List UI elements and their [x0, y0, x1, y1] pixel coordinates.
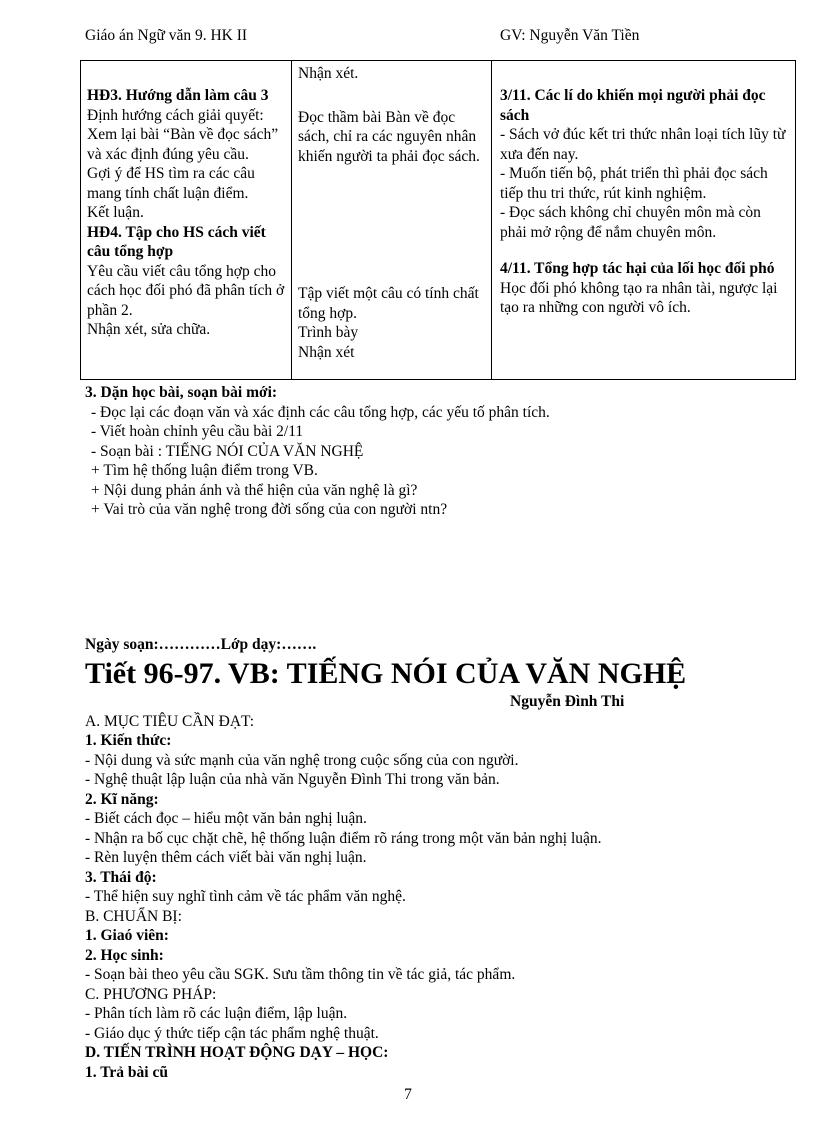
homework-item: + Vai trò của văn nghệ trong đời sống của con người ntn?	[91, 501, 448, 519]
lesson-body-line: - Nghệ thuật lập luận của nhà văn Nguyễn Đình Thi trong văn bản.	[85, 771, 500, 789]
lesson-body-line: D. TIẾN TRÌNH HOẠT ĐỘNG DẠY – HỌC:	[85, 1044, 389, 1062]
homework-items	[85, 403, 760, 520]
table-cell-paragraph: Kết luận.	[87, 204, 144, 222]
table-cell-paragraph: HĐ4. Tập cho HS cách viết câu tổng hợp	[87, 223, 266, 261]
table-cell-paragraph: - Đọc sách không chỉ chuyên môn mà còn phải mở rộng để nắm chuyên môn.	[500, 204, 761, 241]
table-cell-paragraph: Nhận xét.	[298, 65, 359, 82]
lesson-section	[85, 635, 765, 1082]
table-cell-paragraph: Đọc thầm bài Bàn về đọc sách, chỉ ra các nguyên nhân khiến người ta phải đọc sách.	[298, 108, 480, 165]
lesson-body-line: - Phân tích làm rõ các luận điểm, lập luận.	[85, 1005, 348, 1023]
table-cell-paragraph: Yêu cầu viết câu tổng hợp cho cách học đối phó đã phân tích ở phần 2.	[87, 262, 285, 319]
table-cell-paragraph: Trình bày	[298, 324, 359, 342]
lesson-body-line: C. PHƯƠNG PHÁP:	[85, 985, 217, 1003]
homework-item: - Viết hoàn chỉnh yêu cầu bài 2/11	[91, 423, 304, 441]
lesson-body-line: - Nhận ra bố cục chặt chẽ, hệ thống luận điểm rõ ráng trong một văn bản nghị luận.	[85, 829, 602, 847]
table-cell-paragraph: Định hướng cách giải quyết:	[87, 106, 264, 124]
lesson-body-line: 1. Kiến thức:	[85, 732, 172, 750]
lesson-body-line: 2. Kĩ năng:	[85, 790, 159, 808]
lesson-body-line: 1. Trả bài cũ	[85, 1063, 168, 1081]
lesson-body-line: - Biết cách đọc – hiểu một văn bản nghị luận.	[85, 810, 367, 828]
homework-title: 3. Dặn học bài, soạn bài mới:	[85, 384, 278, 401]
header-right-text: GV: Nguyễn Văn Tiền	[500, 27, 640, 44]
homework-item: - Đọc lại các đoạn văn và xác định các câu tổng hợp, các yếu tố phân tích.	[91, 403, 550, 421]
header-left-text: Giáo án Ngữ văn 9. HK II	[85, 27, 248, 44]
lesson-body-line: - Rèn luyện thêm cách viết bài văn nghị luận.	[85, 849, 367, 867]
lesson-title: Tiết 96-97. VB: TIẾNG NÓI CỦA VĂN NGHỆ	[85, 656, 687, 690]
homework-section	[85, 383, 760, 520]
lesson-plan-table	[80, 60, 796, 380]
lesson-date-line: Ngày soạn:…………Lớp dạy:…….	[85, 636, 317, 653]
table-cell-paragraph: Gợi ý để HS tìm ra các câu mang tính chất luận điểm.	[87, 165, 255, 202]
lesson-body-line: - Thể hiện suy nghĩ tình cảm về tác phẩm văn nghệ.	[85, 888, 406, 906]
lesson-body-line: 2. Học sinh:	[85, 946, 164, 964]
table-cell-paragraph: - Sách vở đúc kết tri thức nhân loại tích lũy từ xưa đến nay.	[500, 126, 786, 163]
table-cell-paragraph: Nhận xét, sửa chữa.	[87, 321, 211, 339]
page-number: 7	[404, 1086, 412, 1103]
table-cell-paragraph: Xem lại bài “Bàn về đọc sách” và xác định đúng yêu cầu.	[87, 126, 279, 163]
homework-item: + Nội dung phản ánh và thể hiện của văn nghệ là gì?	[91, 481, 418, 499]
homework-item: - Soạn bài : TIẾNG NÓI CỦA VĂN NGHỆ	[91, 442, 364, 460]
homework-item: + Tìm hệ thống luận điểm trong VB.	[91, 462, 318, 480]
table-cell-paragraph: 3/11. Các lí do khiến mọi người phải đọc sách	[500, 87, 766, 124]
lesson-body-line: 3. Thái độ:	[85, 868, 157, 886]
lesson-body	[85, 712, 765, 1083]
lesson-body-line: - Giáo dục ý thức tiếp cận tác phẩm nghệ thuật.	[85, 1024, 379, 1042]
table-cell-paragraph: Học đối phó không tạo ra nhân tài, ngược lại tạo ra những con người vô ích.	[500, 279, 778, 317]
table-cell-paragraph: 4/11. Tổng hợp tác hại của lối học đối phó	[500, 260, 775, 278]
lesson-body-line: B. CHUẨN BỊ:	[85, 907, 182, 925]
lesson-body-line: 1. Giaó viên:	[85, 927, 169, 945]
table-student-activities-column	[292, 61, 492, 379]
table-cell-paragraph: - Muốn tiến bộ, phát triển thì phải đọc sách tiếp thu tri thức, rút kinh nghiệm.	[500, 165, 768, 202]
table-lesson-content-column	[492, 61, 795, 379]
table-cell-paragraph: Nhận xét	[298, 343, 355, 361]
lesson-body-line: A. MỤC TIÊU CẦN ĐẠT:	[85, 712, 255, 730]
lesson-author: Nguyễn Đình Thi	[510, 693, 625, 711]
table-cell-paragraph: HĐ3. Hướng dẫn làm câu 3	[87, 87, 269, 104]
table-teacher-activities-column	[81, 61, 292, 379]
lesson-body-line: - Nội dung và sức mạnh của văn nghệ trong cuộc sống của con người.	[85, 751, 519, 769]
lesson-body-line: - Soạn bài theo yêu cầu SGK. Sưu tầm thông tin về tác giả, tác phẩm.	[85, 966, 516, 984]
table-cell-paragraph: Tập viết một câu có tính chất tổng hợp.	[298, 285, 479, 322]
